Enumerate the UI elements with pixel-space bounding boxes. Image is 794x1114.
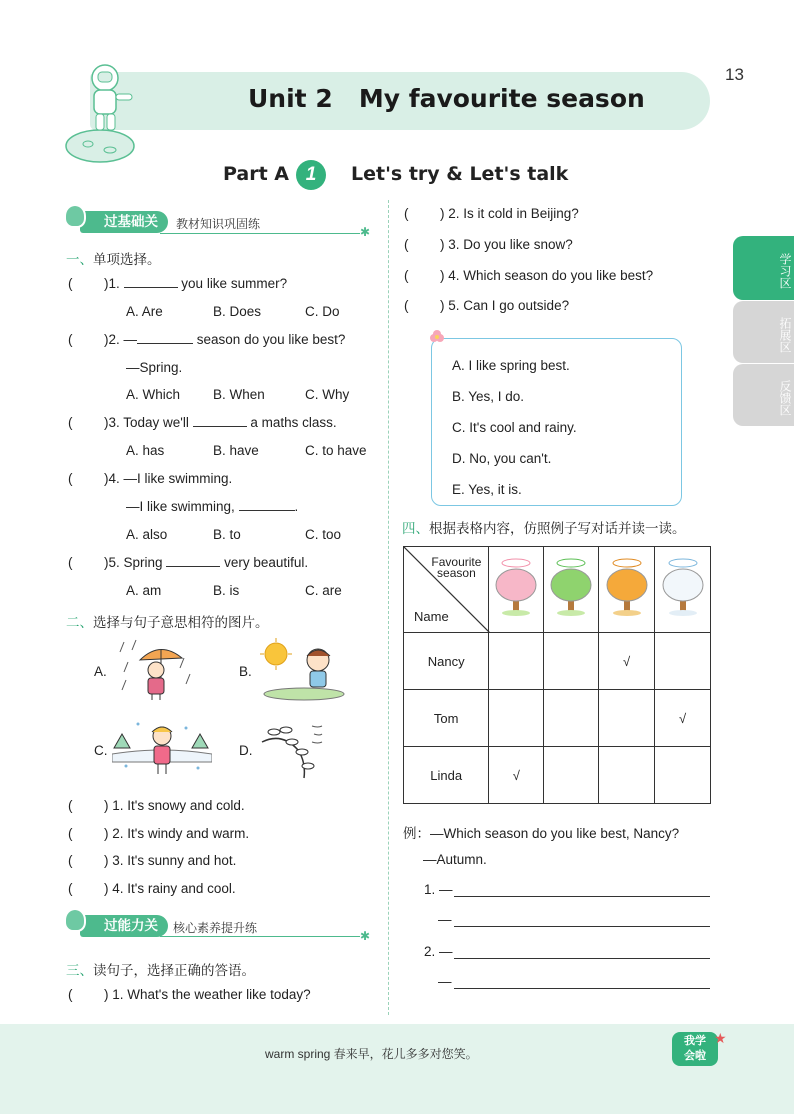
write-line[interactable]: [454, 926, 710, 927]
answer-paren[interactable]: (: [404, 268, 409, 283]
dialogue-line-label: —: [438, 974, 452, 989]
reply-item: ) 3. Do you like snow?: [440, 237, 573, 252]
question-4-reply: —I like swimming, .: [126, 499, 299, 514]
part-subtitle: Let's try & Let's talk: [351, 163, 569, 185]
option-c[interactable]: C. Do: [305, 304, 340, 319]
table-name-cell: Tom: [404, 690, 489, 747]
table-check-cell: [489, 690, 544, 747]
answer-option[interactable]: D. No, you can't.: [452, 451, 552, 466]
table-header-winter: [655, 547, 711, 633]
question-4: )4. —I like swimming.: [104, 471, 233, 486]
astronaut-illustration: [60, 56, 150, 166]
part2-heading: 二、选择与句子意思相符的图片。: [66, 615, 269, 630]
answer-blank[interactable]: [166, 555, 220, 567]
table-check-cell: [655, 633, 711, 690]
winter-tree-icon: [660, 557, 706, 619]
table-check-cell: √: [655, 690, 711, 747]
answer-paren[interactable]: (: [68, 826, 73, 841]
picture-label-a: A.: [94, 664, 107, 679]
answer-paren[interactable]: (: [404, 206, 409, 221]
option-c[interactable]: C. are: [305, 583, 342, 598]
answer-paren[interactable]: (: [404, 237, 409, 252]
summer-tree-icon: [548, 557, 594, 619]
answer-blank[interactable]: [137, 332, 193, 344]
answer-paren[interactable]: (: [68, 798, 73, 813]
table-check-cell: [544, 690, 599, 747]
table-corner: [404, 547, 489, 633]
picture-label-c: C.: [94, 743, 108, 758]
option-a[interactable]: A. also: [126, 527, 168, 542]
example-question: 例：—Which season do you like best, Nancy?: [403, 826, 680, 841]
table-header-autumn: [599, 547, 655, 633]
reply-item: ) 5. Can I go outside?: [440, 298, 570, 313]
corner-name-label: Name: [414, 609, 449, 624]
picture-item: ) 3. It's sunny and hot.: [104, 853, 237, 868]
picture-item: ) 1. It's snowy and cold.: [104, 798, 245, 813]
corner-season-label: Favourite season: [431, 555, 482, 580]
option-a[interactable]: A. am: [126, 583, 162, 598]
astronaut-icon: [64, 908, 86, 932]
table-check-cell: [599, 747, 655, 804]
answer-paren[interactable]: (: [68, 555, 73, 570]
option-c[interactable]: C. too: [305, 527, 342, 542]
section-ability-tag: 过能力关: [80, 915, 168, 937]
picture-item: ) 2. It's windy and warm.: [104, 826, 250, 841]
footer-text: warm spring 春来早，花儿多多对您笑。: [265, 1047, 478, 1061]
answer-paren[interactable]: (: [68, 332, 73, 347]
section-ability-desc: 核心素养提升练: [173, 921, 258, 935]
rainy-picture: [118, 638, 198, 702]
table-check-cell: [599, 690, 655, 747]
table-check-cell: √: [599, 633, 655, 690]
windy-picture: [258, 718, 324, 784]
option-b[interactable]: B. Does: [213, 304, 262, 319]
answer-blank[interactable]: [239, 499, 295, 511]
picture-label-d: D.: [239, 743, 253, 758]
option-b[interactable]: B. to: [213, 527, 241, 542]
question-1: )1. you like summer?: [104, 276, 288, 291]
side-tab-study[interactable]: 学习区: [733, 236, 794, 300]
option-a[interactable]: A. Are: [126, 304, 163, 319]
question-2-reply: —Spring.: [126, 360, 183, 375]
star-icon: ✱: [360, 929, 371, 943]
reply-item: ) 4. Which season do you like best?: [440, 268, 654, 283]
side-tab-feedback[interactable]: 反馈区: [733, 364, 794, 426]
answer-paren[interactable]: (: [68, 276, 73, 291]
unit-title: Unit 2 My favourite season: [248, 84, 645, 113]
table-check-cell: [489, 633, 544, 690]
section-basic-desc: 教材知识巩固练: [176, 217, 261, 231]
question-3: )3. Today we'll a maths class.: [104, 415, 337, 430]
dialogue-line-label: 2. —: [424, 944, 453, 959]
reply-item: ) 1. What's the weather like today?: [104, 987, 311, 1002]
table-name-cell: Nancy: [404, 633, 489, 690]
write-line[interactable]: [454, 896, 710, 897]
part4-heading: 四、根据表格内容，仿照例子写对话并读一读。: [402, 521, 686, 536]
column-divider: [388, 200, 389, 1015]
spring-tree-icon: [493, 557, 539, 619]
answer-blank[interactable]: [193, 415, 247, 427]
picture-item: ) 4. It's rainy and cool.: [104, 881, 236, 896]
sunny-picture: [260, 638, 350, 702]
table-check-cell: √: [489, 747, 544, 804]
answer-paren[interactable]: (: [68, 881, 73, 896]
answer-paren[interactable]: (: [68, 987, 73, 1002]
reply-item: ) 2. Is it cold in Beijing?: [440, 206, 579, 221]
section-basic-underline: [160, 233, 360, 234]
answer-option[interactable]: B. Yes, I do.: [452, 389, 525, 404]
write-line[interactable]: [454, 988, 710, 989]
side-tab-extend[interactable]: 拓展区: [733, 301, 794, 363]
star-icon: ✱: [360, 225, 371, 239]
table-header-summer: [544, 547, 599, 633]
option-a[interactable]: A. Which: [126, 387, 181, 402]
answer-option[interactable]: C. It's cool and rainy.: [452, 420, 577, 435]
snowy-picture: [112, 718, 212, 782]
write-line[interactable]: [454, 958, 710, 959]
question-2: )2. — season do you like best?: [104, 332, 346, 347]
answer-option[interactable]: A. I like spring best.: [452, 358, 570, 373]
part1-heading: 一、单项选择。: [66, 252, 161, 267]
option-b[interactable]: B. When: [213, 387, 265, 402]
dialogue-line-label: —: [438, 912, 452, 927]
option-a[interactable]: A. has: [126, 443, 165, 458]
picture-label-b: B.: [239, 664, 252, 679]
answer-paren[interactable]: (: [68, 853, 73, 868]
option-c[interactable]: C. Why: [305, 387, 350, 402]
option-b[interactable]: B. have: [213, 443, 259, 458]
section-ability-underline: [160, 936, 360, 937]
part-label: Part A: [223, 163, 290, 185]
table-header-spring: [489, 547, 544, 633]
answer-paren[interactable]: (: [404, 298, 409, 313]
answer-blank[interactable]: [124, 276, 178, 288]
section-basic-tag: 过基础关: [80, 211, 168, 233]
part-badge: 1: [296, 160, 326, 190]
table-check-cell: [655, 747, 711, 804]
question-5: )5. Spring very beautiful.: [104, 555, 309, 570]
astronaut-icon: [64, 204, 86, 228]
autumn-tree-icon: [604, 557, 650, 619]
table-check-cell: [544, 747, 599, 804]
favourite-season-table: [403, 546, 711, 804]
table-name-cell: Linda: [404, 747, 489, 804]
answer-paren[interactable]: (: [68, 415, 73, 430]
flower-icon: [428, 328, 446, 346]
example-reply: —Autumn.: [423, 852, 487, 867]
option-b[interactable]: B. is: [213, 583, 240, 598]
option-c[interactable]: C. to have: [305, 443, 367, 458]
footer-badge: [672, 1032, 718, 1066]
page-number: 13: [725, 65, 744, 84]
table-check-cell: [544, 633, 599, 690]
dialogue-line-label: 1. —: [424, 882, 453, 897]
answer-option[interactable]: E. Yes, it is.: [452, 482, 522, 497]
part3-heading: 三、读句子，选择正确的答语。: [66, 963, 255, 978]
footer-badge-label: 我学会啦: [684, 1035, 706, 1062]
answer-paren[interactable]: (: [68, 471, 73, 486]
star-icon: ★: [714, 1030, 727, 1046]
